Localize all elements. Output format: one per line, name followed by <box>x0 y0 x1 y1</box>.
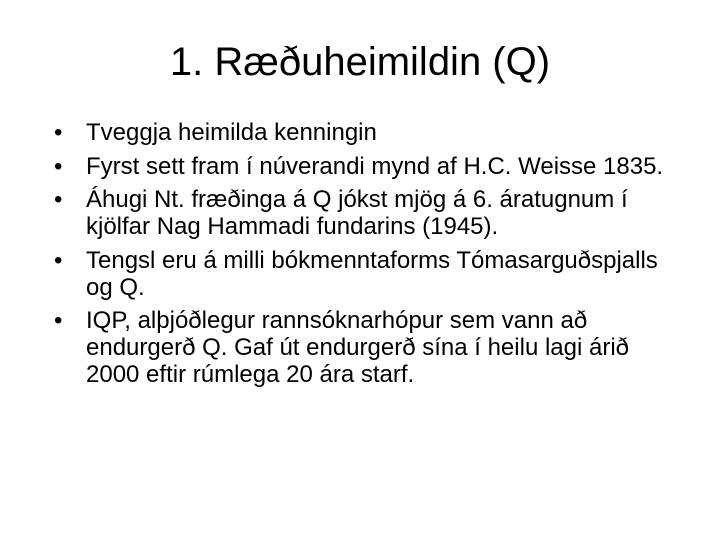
slide-title: 1. Ræðuheimildin (Q) <box>169 40 551 84</box>
bullet-item <box>54 153 674 180</box>
bullet-text: IQP, alþjóðlegur rannsóknarhópur sem vann að endurgerð Q. Gaf út endurgerð sína í heilu lagi árið 2000 eftir rúmlega 20 ára starf. <box>86 307 629 388</box>
bullet-text: Fyrst sett fram í núverandi mynd af H.C. Weisse 1835. <box>86 152 664 180</box>
bullet-list <box>54 119 674 395</box>
bullet-item <box>54 186 674 240</box>
bullet-text: Tveggja heimilda kenningin <box>86 119 377 146</box>
bullet-icon: • <box>54 152 63 180</box>
bullet-icon: • <box>54 307 63 334</box>
bullet-item <box>54 247 674 301</box>
bullet-icon: • <box>54 119 63 146</box>
bullet-icon: • <box>54 246 63 274</box>
bullet-item <box>54 307 674 388</box>
bullet-text: Áhugi Nt. fræðinga á Q jókst mjög á 6. áratugnum í kjölfar Nag Hammadi fundarins (1945). <box>86 186 628 240</box>
bullet-item <box>54 119 674 146</box>
bullet-icon: • <box>54 186 63 213</box>
bullet-text: Tengsl eru á milli bókmenntaforms Tómasarguðspjalls og Q. <box>86 246 658 301</box>
